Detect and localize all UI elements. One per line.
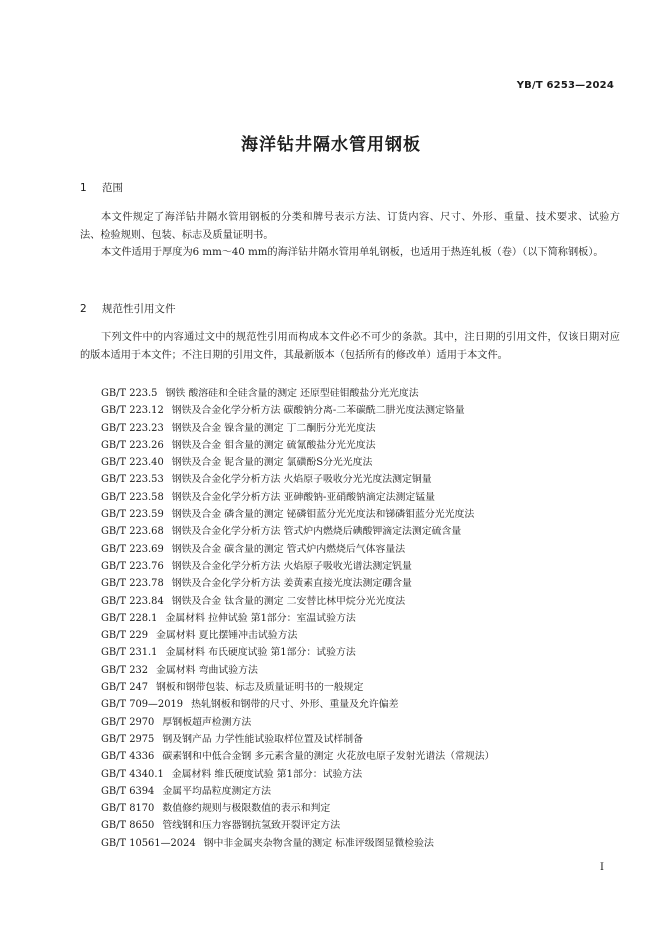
reference-code: GB/T 709—2019 (101, 699, 184, 711)
standard-code: YB/T 6253—2024 (516, 80, 614, 91)
reference-code: GB/T 8650 (101, 820, 155, 832)
reference-code: GB/T 223.84 (101, 595, 164, 607)
reference-code: GB/T 223.40 (101, 457, 164, 469)
reference-item (101, 662, 495, 679)
reference-title: 钢铁及合金化学分析方法 管式炉内燃烧后碘酸钾滴定法测定硫含量 (171, 526, 462, 538)
reference-code: GB/T 2975 (101, 733, 155, 745)
reference-item (101, 489, 495, 506)
reference-title: 钢铁及合金 钼含量的测定 硫氰酸盐分光光度法 (171, 439, 376, 451)
reference-title: 碳素钢和中低合金钢 多元素含量的测定 火花放电原子发射光谱法（常规法） (162, 751, 495, 763)
reference-item (101, 437, 495, 454)
reference-item (101, 558, 495, 575)
reference-item (101, 506, 495, 523)
reference-code: GB/T 2970 (101, 716, 155, 728)
reference-title: 钢板和钢带包装、标志及质量证明书的一般规定 (156, 682, 364, 694)
reference-item (101, 627, 495, 644)
reference-item (101, 420, 495, 437)
reference-title: 管线钢和压力容器钢抗氢致开裂评定方法 (162, 820, 341, 832)
reference-code: GB/T 223.78 (101, 578, 164, 590)
reference-code: GB/T 228.1 (101, 612, 158, 624)
reference-title: 钢铁及合金化学分析方法 火焰原子吸收光谱法测定钒量 (171, 560, 412, 572)
reference-title: 金属材料 拉伸试验 第1部分：室温试验方法 (165, 612, 356, 624)
reference-code: GB/T 4340.1 (101, 768, 164, 780)
reference-title: 金属材料 夏比摆锤冲击试验方法 (156, 630, 298, 642)
reference-title: 数值修约规则与极限数值的表示和判定 (162, 803, 331, 815)
reference-item (101, 731, 495, 748)
reference-code: GB/T 223.5 (101, 388, 158, 399)
reference-title: 钢铁及合金化学分析方法 火焰原子吸收分光光度法测定铜量 (171, 474, 432, 486)
reference-title: 钢铁及合金化学分析方法 姜黄素直接光度法测定硼含量 (171, 578, 412, 590)
section-number: 1 (80, 182, 87, 194)
reference-title: 钢及钢产品 力学性能试验取样位置及试样制备 (162, 733, 363, 745)
reference-title: 钢铁及合金化学分析方法 碳酸钠分离-二苯碳酰二肼光度法测定铬量 (171, 405, 465, 417)
reference-code: GB/T 223.53 (101, 474, 164, 486)
reference-item (101, 644, 495, 661)
reference-code: GB/T 223.76 (101, 560, 164, 572)
reference-item (101, 766, 495, 783)
reference-item (101, 783, 495, 800)
reference-title: 钢铁及合金 铌含量的测定 氯磺酚S分光光度法 (171, 457, 373, 469)
reference-item (101, 696, 495, 713)
reference-title: 钢铁及合金 镍含量的测定 丁二酮肟分光光度法 (171, 422, 376, 434)
section-number: 2 (80, 303, 87, 315)
reference-code: GB/T 223.69 (101, 543, 164, 555)
scope-paragraph-1: 本文件规定了海洋钻井隔水管用钢板的分类和牌号表示方法、订货内容、尺寸、外形、重量、技术要求、试验方法、检验规则、包装、标志及质量证明书。 (80, 212, 620, 241)
reference-code: GB/T 4336 (101, 751, 155, 763)
reference-code: GB/T 232 (101, 664, 149, 676)
page-number: I (600, 862, 604, 873)
reference-item (101, 454, 495, 471)
reference-item (101, 402, 495, 419)
reference-title: 热轧钢板和钢带的尺寸、外形、重量及允许偏差 (191, 699, 399, 711)
reference-title: 金属平均晶粒度测定方法 (162, 785, 271, 797)
reference-code: GB/T 8170 (101, 803, 155, 815)
reference-code: GB/T 231.1 (101, 647, 158, 659)
reference-title: 钢中非金属夹杂物含量的测定 标准评级图显微检验法 (203, 837, 434, 849)
reference-item (101, 714, 495, 731)
reference-item (101, 385, 495, 402)
reference-code: GB/T 223.26 (101, 439, 164, 451)
reference-code: GB/T 223.23 (101, 422, 164, 434)
reference-code: GB/T 223.59 (101, 509, 164, 521)
section-title: 规范性引用文件 (102, 303, 176, 315)
reference-item (101, 817, 495, 834)
reference-item (101, 679, 495, 696)
reference-item (101, 748, 495, 765)
reference-title: 钢铁及合金化学分析方法 亚砷酸钠-亚硝酸钠滴定法测定锰量 (171, 491, 435, 503)
section-heading-references (80, 301, 176, 316)
reference-list (101, 385, 495, 852)
references-intro: 下列文件中的内容通过文中的规范性引用而构成本文件必不可少的条款。其中，注日期的引用文件，仅该日期对应的版本适用于本文件；不注日期的引用文件，其最新版本（包括所有的修改单）适用于本文件。 (80, 332, 620, 361)
reference-code: GB/T 6394 (101, 785, 155, 797)
reference-title: 金属材料 弯曲试验方法 (156, 664, 258, 676)
reference-code: GB/T 223.68 (101, 526, 164, 538)
reference-title: 金属材料 维氏硬度试验 第1部分：试验方法 (171, 768, 363, 780)
scope-paragraph-2: 本文件适用于厚度为6 mm～40 mm的海洋钻井隔水管用单轧钢板，也适用于热连轧板（卷）（以下简称钢板）。 (101, 247, 604, 258)
reference-title: 钢铁及合金 碳含量的测定 管式炉内燃烧后气体容量法 (171, 543, 406, 555)
reference-title: 钢铁及合金 钛含量的测定 二安替比林甲烷分光光度法 (171, 595, 406, 607)
reference-item (101, 471, 495, 488)
reference-title: 厚钢板超声检测方法 (162, 716, 252, 728)
reference-item (101, 523, 495, 540)
reference-title: 金属材料 布氏硬度试验 第1部分：试验方法 (165, 647, 356, 659)
reference-item (101, 541, 495, 558)
reference-code: GB/T 223.12 (101, 405, 164, 417)
reference-code: GB/T 247 (101, 682, 149, 694)
reference-code: GB/T 223.58 (101, 491, 164, 503)
reference-item (101, 593, 495, 610)
reference-code: GB/T 229 (101, 630, 149, 642)
reference-item (101, 800, 495, 817)
reference-item (101, 835, 495, 852)
section-heading-scope (80, 180, 123, 195)
reference-title: 钢铁 酸溶硅和全硅含量的测定 还原型硅钼酸盐分光光度法 (165, 388, 419, 399)
reference-item (101, 610, 495, 627)
reference-code: GB/T 10561—2024 (101, 837, 196, 849)
section-title: 范围 (102, 182, 123, 194)
reference-item (101, 575, 495, 592)
reference-title: 钢铁及合金 磷含量的测定 铋磷钼蓝分光光度法和锑磷钼蓝分光光度法 (171, 509, 475, 521)
document-title: 海洋钻井隔水管用钢板 (241, 135, 421, 155)
